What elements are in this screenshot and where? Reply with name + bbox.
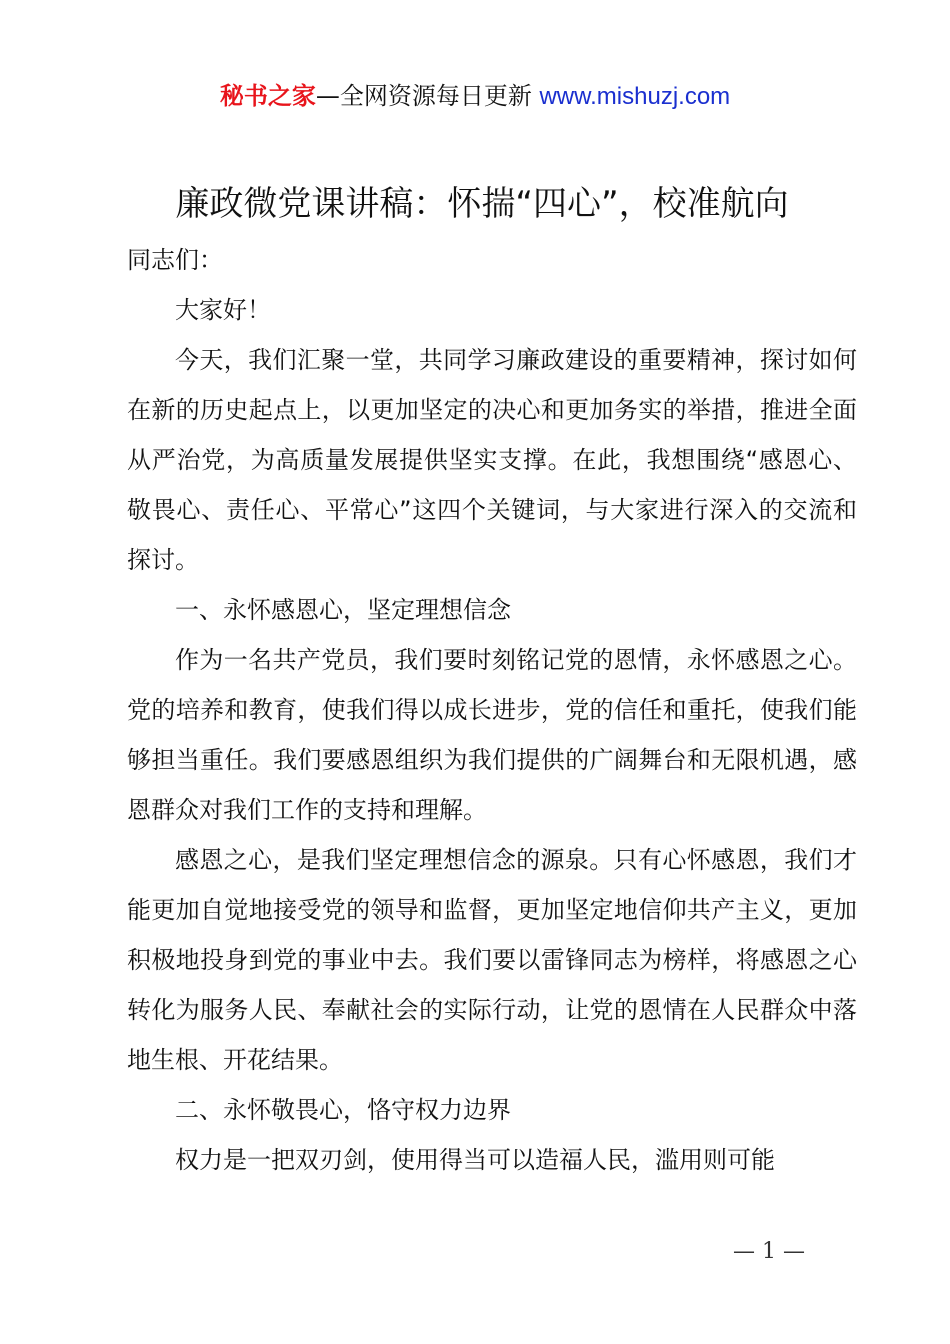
page-number: — 1 — <box>733 1239 805 1264</box>
body-paragraph: 感恩之心，是我们坚定理想信念的源泉。只有心怀感恩，我们才能更加自觉地接受党的领导和监督，更加坚定地信仰共产主义，更加积极地投身到党的事业中去。我们要以雷锋同志为榜样，将感恩之心转化为服务人民、奉献社会的实际行动，让党的恩情在人民群众中落地生根、开花结果。 <box>127 846 857 1074</box>
body-paragraph: 作为一名共产党员，我们要时刻铭记党的恩情，永怀感恩之心。党的培养和教育，使我们得以成长进步，党的信任和重托，使我们能够担当重任。我们要感恩组织为我们提供的广阔舞台和无限机遇，感恩群众对我们工作的支持和理解。 <box>127 646 857 824</box>
brand-name: 秘书之家 <box>219 82 316 110</box>
salutation: 同志们： <box>127 246 223 274</box>
body-paragraph: 今天，我们汇聚一堂，共同学习廉政建设的重要精神，探讨如何在新的历史起点上，以更加坚定的决心和更加务实的举措，推进全面从严治党，为高质量发展提供坚实支撑。在此，我想围绕“感恩心、敬畏心、责任心、平常心”这四个关键词，与大家进行深入的交流和探讨。 <box>127 346 857 574</box>
greeting: 大家好！ <box>175 296 271 324</box>
body-paragraph: 权力是一把双刃剑，使用得当可以造福人民，滥用则可能 <box>175 1146 775 1174</box>
document-body <box>127 235 857 1185</box>
section-heading: 二、永怀敬畏心，恪守权力边界 <box>175 1096 511 1124</box>
site-header <box>0 80 950 113</box>
header-slogan: —全网资源每日更新 <box>315 82 540 110</box>
site-url-link[interactable]: www.mishuzj.com <box>539 83 731 110</box>
section-heading: 一、永怀感恩心，坚定理想信念 <box>175 596 511 624</box>
document-title: 廉政微党课讲稿：怀揣“四心”，校准航向 <box>175 184 789 224</box>
